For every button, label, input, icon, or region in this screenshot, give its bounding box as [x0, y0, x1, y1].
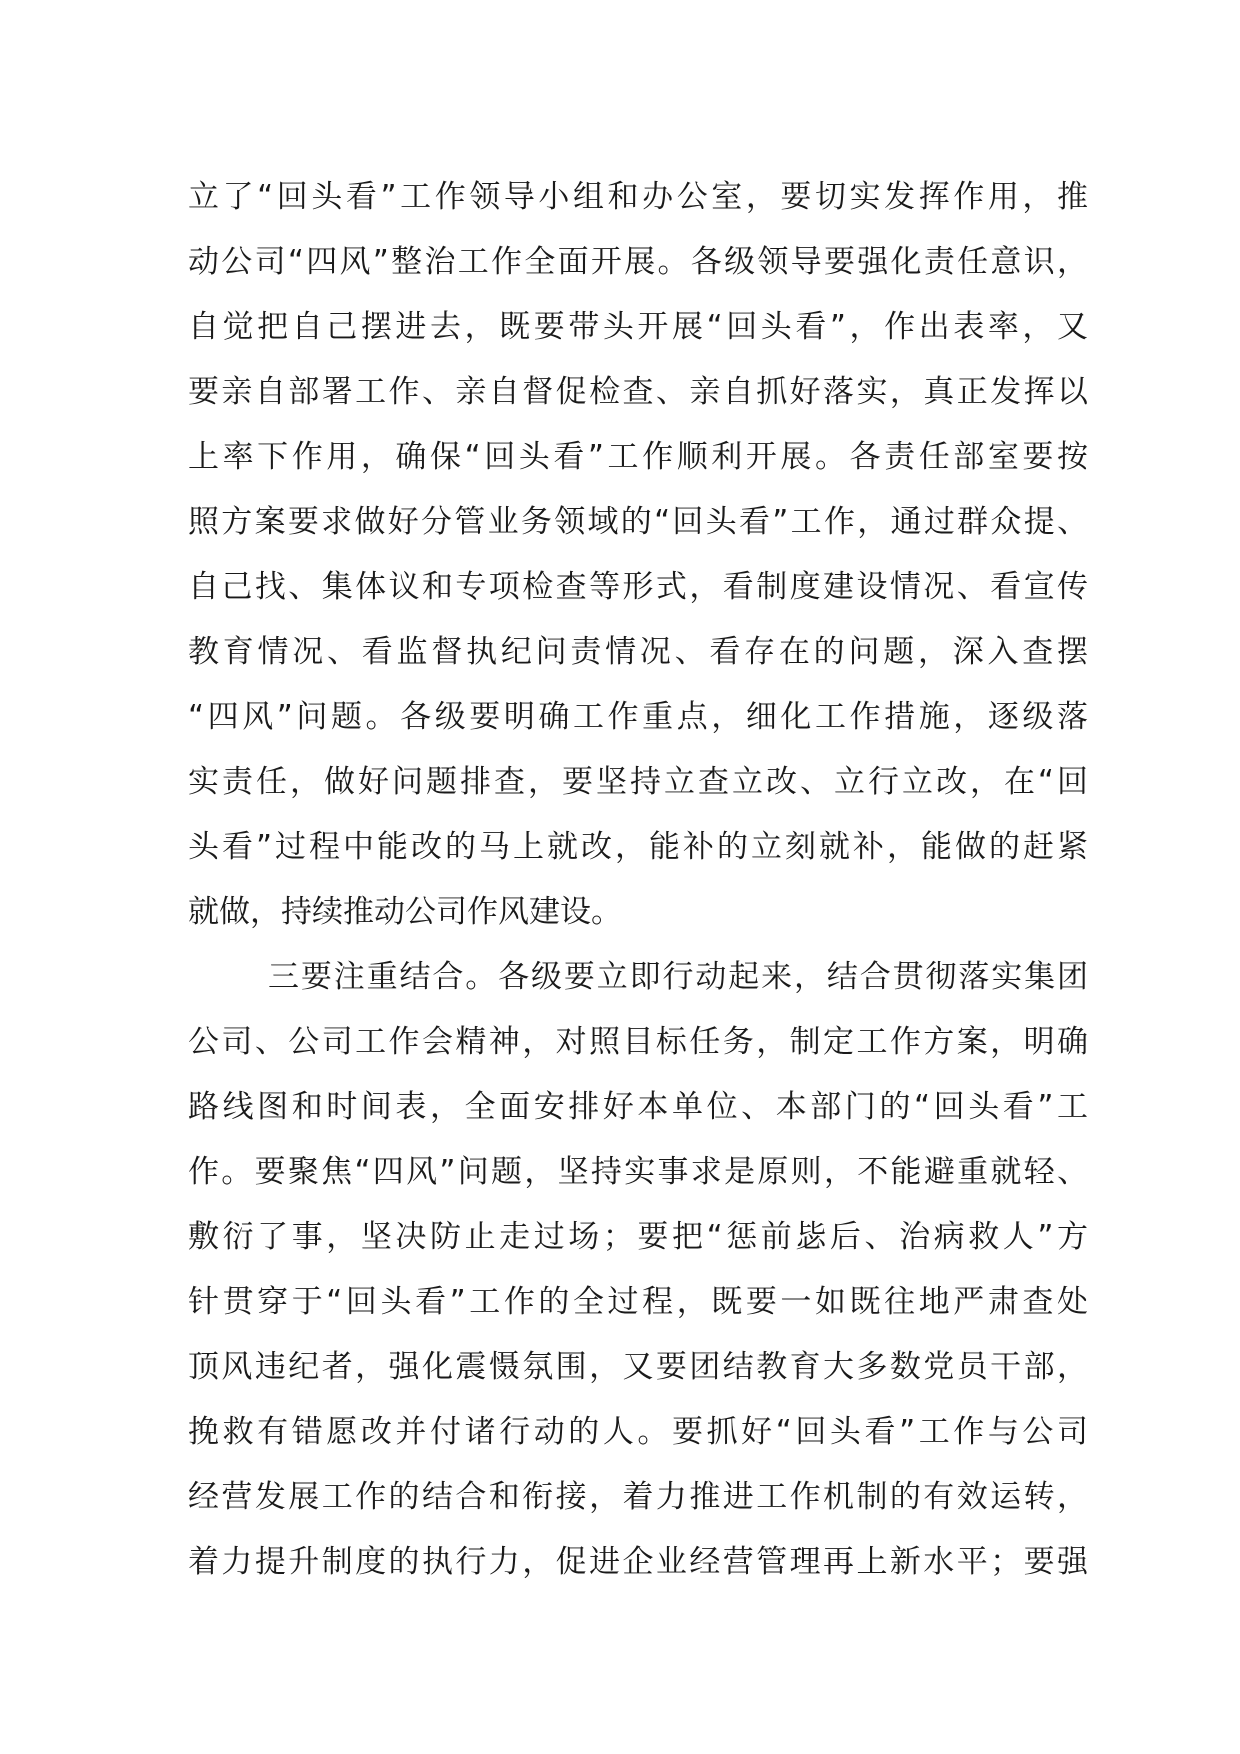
text-line: 立了“回头看”工作领导小组和办公室，要切实发挥作用，推 — [188, 179, 1088, 215]
text-line: 作。要聚焦“四风”问题，坚持实事求是原则，不能避重就轻、 — [188, 1154, 1088, 1190]
text-line: 头看”过程中能改的马上就改，能补的立刻就补，能做的赶紧 — [188, 829, 1088, 865]
text-line: 教育情况、看监督执纪问责情况、看存在的问题，深入查摆 — [188, 634, 1088, 670]
paragraph-start-line: 三要注重结合。各级要立即行动起来，结合贯彻落实集团 — [268, 959, 1088, 995]
text-line: “四风”问题。各级要明确工作重点，细化工作措施，逐级落 — [188, 699, 1088, 735]
text-line: 着力提升制度的执行力，促进企业经营管理再上新水平；要强 — [188, 1544, 1088, 1580]
text-line: 经营发展工作的结合和衔接，着力推进工作机制的有效运转， — [188, 1479, 1088, 1515]
text-line: 要亲自部署工作、亲自督促检查、亲自抓好落实，真正发挥以 — [188, 374, 1088, 410]
text-line: 照方案要求做好分管业务领域的“回头看”工作，通过群众提、 — [188, 504, 1088, 540]
text-line: 公司、公司工作会精神，对照目标任务，制定工作方案，明确 — [188, 1024, 1088, 1060]
text-line: 敷衍了事，坚决防止走过场；要把“惩前毖后、治病救人”方 — [188, 1219, 1088, 1255]
text-line: 实责任，做好问题排查，要坚持立查立改、立行立改，在“回 — [188, 764, 1088, 800]
text-line: 动公司“四风”整治工作全面开展。各级领导要强化责任意识， — [188, 244, 1088, 280]
text-line: 就做，持续推动公司作风建设。 — [188, 894, 622, 930]
text-line: 针贯穿于“回头看”工作的全过程，既要一如既往地严肃查处 — [188, 1284, 1088, 1320]
text-line: 上率下作用，确保“回头看”工作顺利开展。各责任部室要按 — [188, 439, 1088, 475]
text-line: 自己找、集体议和专项检查等形式，看制度建设情况、看宣传 — [188, 569, 1088, 605]
text-line: 挽救有错愿改并付诸行动的人。要抓好“回头看”工作与公司 — [188, 1414, 1088, 1450]
text-line: 顶风违纪者，强化震慑氛围，又要团结教育大多数党员干部， — [188, 1349, 1088, 1385]
text-line: 自觉把自己摆进去，既要带头开展“回头看”，作出表率，又 — [188, 309, 1088, 345]
text-line: 路线图和时间表，全面安排好本单位、本部门的“回头看”工 — [188, 1089, 1088, 1125]
body-text — [188, 165, 1088, 1595]
